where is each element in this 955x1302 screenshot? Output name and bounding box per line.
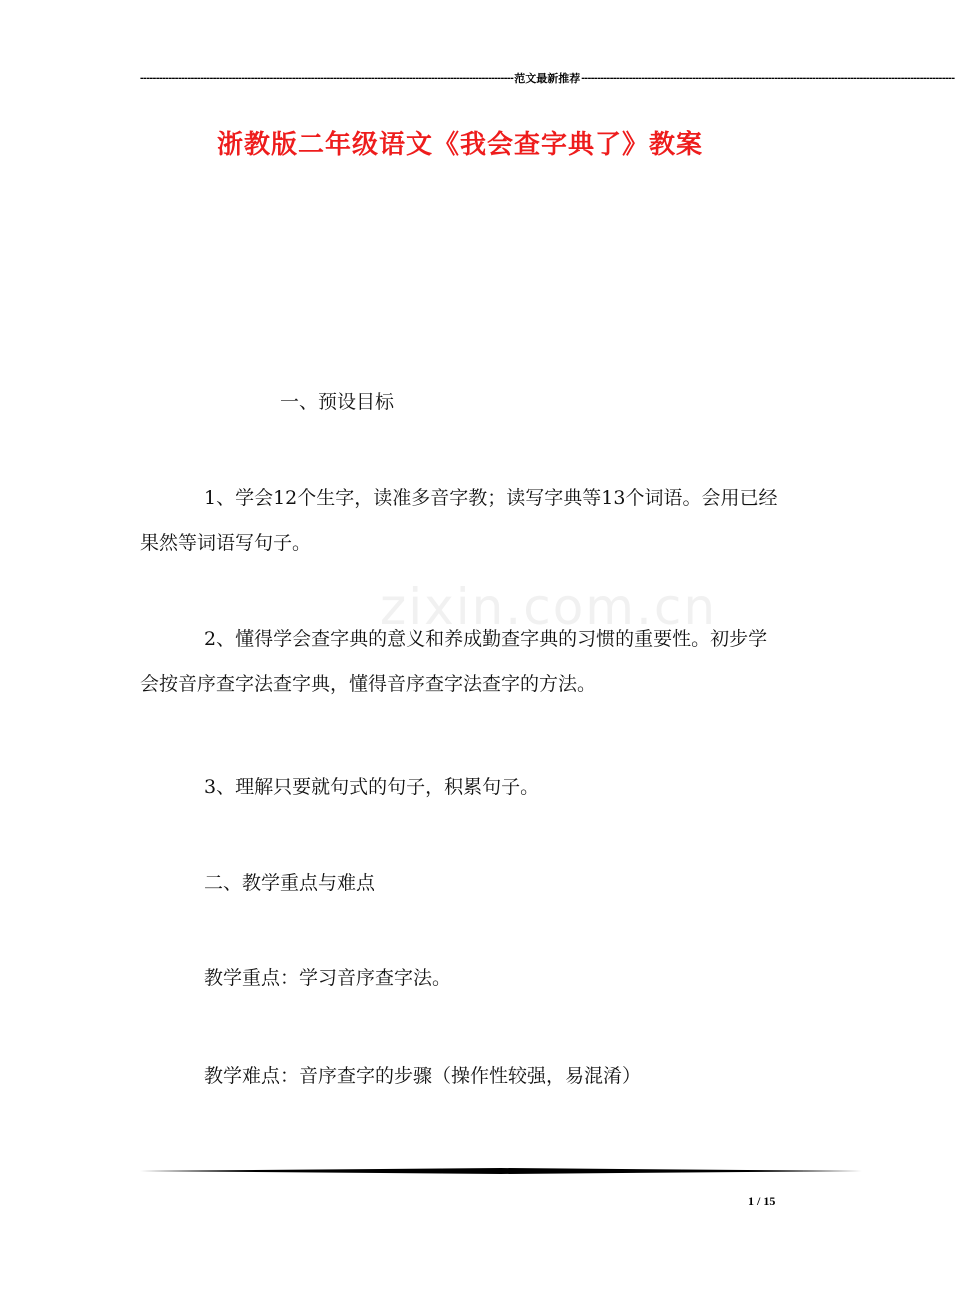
page-header [140,70,955,86]
section-heading-goals: 一、预设目标 [280,391,395,413]
page-number: 1 / 15 [748,1194,776,1208]
teaching-focus: 教学重点：学习音序查字法。 [204,967,452,989]
document-title: 浙教版二年级语文《我会查字典了》教案 [216,130,703,160]
goal-item-3: 3、理解只要就句式的句子，积累句子。 [204,776,540,798]
watermark: zixin.com.cn [380,578,718,636]
section-heading-focus: 二、教学重点与难点 [204,872,376,894]
footer-rule [140,1168,862,1174]
goal-item-1: 1、学会12个生字，读准多音字教；读写字典等13个词语。会用已经果然等词语写句子。 [140,487,778,554]
header-dash-left: ---------------------------------------------------------------------------------------------------------------------- [140,72,514,84]
header-dash-right: ---------------------------------------------------------------------------------------------------------------------- [581,72,955,84]
header-label: 范文最新推荐 [514,73,581,85]
goal-item-2: 2、懂得学会查字典的意义和养成勤查字典的习惯的重要性。初步学会按音序查字法查字典，懂得音序查字法查字的方法。 [140,628,768,695]
teaching-difficulty: 教学难点：音序查字的步骤（操作性较强，易混淆） [204,1065,642,1087]
